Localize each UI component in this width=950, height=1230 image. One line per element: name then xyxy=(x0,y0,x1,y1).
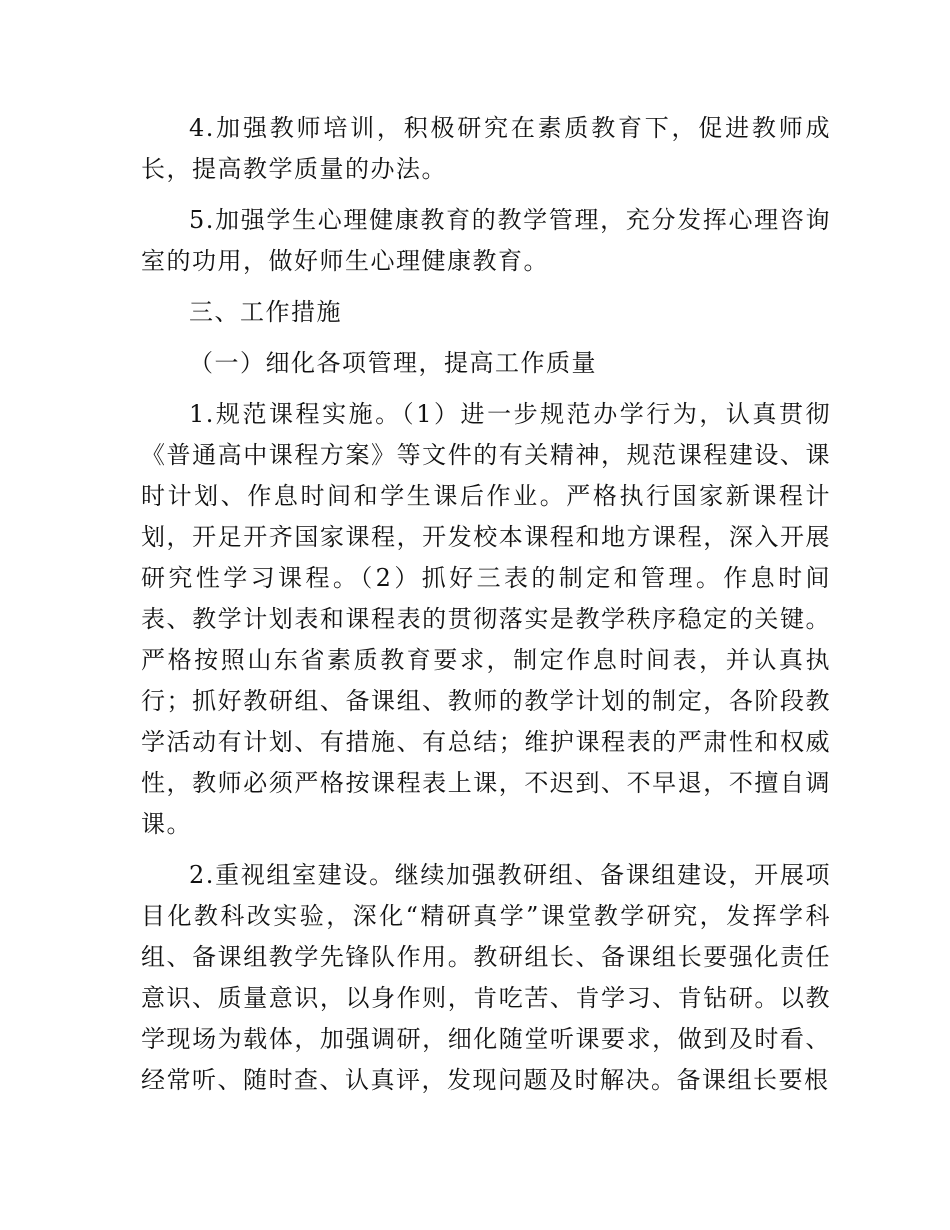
paragraph-group-building: 2.重视组室建设。继续加强教研组、备课组建设，开展项目化教科改实验，深化“精研真学”课堂教学研究，发挥学科组、备课组教学先锋队作用。教研组长、备课组长要强化责任意识、质量意识，以身作则，肯吃苦、肯学习、肯钻研。以教学现场为载体，加强调研，细化随堂听课要求，做到及时看、经常听、随时查、认真评，发现问题及时解决。备课组长要根 xyxy=(141,861,831,1094)
paragraph-curriculum: 1.规范课程实施。（1）进一步规范办学行为，认真贯彻《普通高中课程方案》等文件的有关精神，规范课程建设、课时计划、作息时间和学生课后作业。严格执行国家新课程计划，开足开齐国家课程，开发校本课程和地方课程，深入开展研究性学习课程。（2）抓好三表的制定和管理。作息时间表、教学计划表和课程表的贯彻落实是教学秩序稳定的关键。严格按照山东省素质教育要求，制定作息时间表，并认真执行；抓好教研组、备课组、教师的教学计划的制定，各阶段教学活动有计划、有措施、有总结；维护课程表的严肃性和权威性，教师必须严格按课程表上课，不迟到、不早退，不擅自调课。 xyxy=(141,400,831,838)
document-body xyxy=(141,108,831,1111)
section-heading-measures: 三、工作措施 xyxy=(189,298,342,326)
paragraph-item-4: 4.加强教师培训，积极研究在素质教育下，促进教师成长，提高教学质量的办法。 xyxy=(141,114,831,183)
subsection-heading-management: （一）细化各项管理，提高工作质量 xyxy=(189,349,597,377)
paragraph-item-5: 5.加强学生心理健康教育的教学管理，充分发挥心理咨询室的功用，做好师生心理健康教育。 xyxy=(141,206,831,275)
